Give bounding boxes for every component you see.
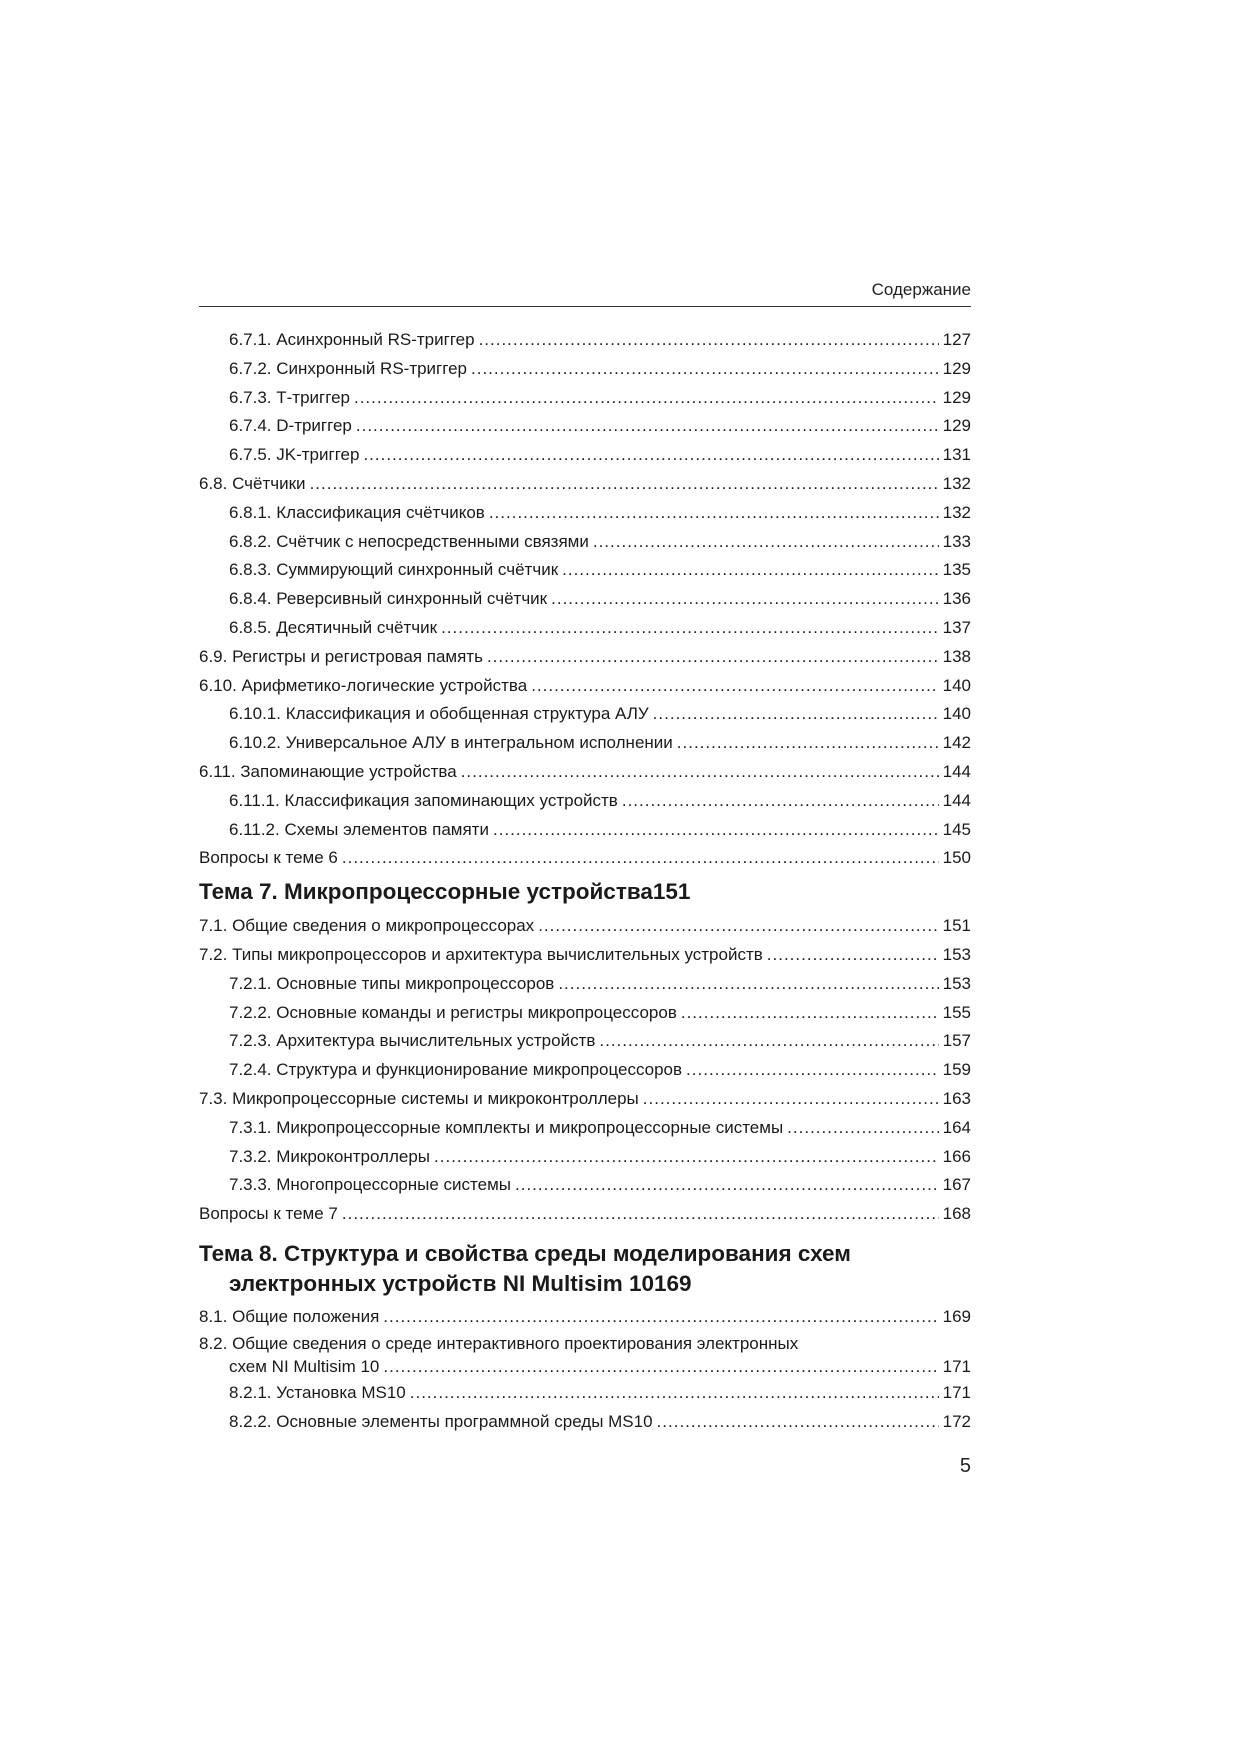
toc-entry-title: 7.1. Общие сведения о микропроцессорах xyxy=(199,916,535,936)
header-rule xyxy=(199,306,971,307)
toc-leader xyxy=(643,1085,939,1114)
toc-page-number: 151 xyxy=(652,879,691,905)
toc-page-number: 129 xyxy=(942,358,971,378)
toc-entry xyxy=(199,844,971,873)
toc-entry-title: 6.10.1. Классификация и обобщенная структура АЛУ xyxy=(229,704,649,724)
toc-page-number: 140 xyxy=(942,675,971,695)
toc-leader xyxy=(562,556,938,585)
toc-page-number: 150 xyxy=(942,848,971,868)
toc-entry-title: 7.2.1. Основные типы микропроцессоров xyxy=(229,973,555,993)
toc-page-number: 131 xyxy=(942,445,971,465)
toc-entry xyxy=(199,499,971,528)
toc-entry xyxy=(199,1408,971,1437)
toc-entry-title: 6.9. Регистры и регистровая память xyxy=(199,646,483,666)
toc-leader xyxy=(479,326,939,355)
toc-entry xyxy=(199,1143,971,1172)
toc-page-number: 153 xyxy=(942,973,971,993)
toc-entry-title: 6.7.1. Асинхронный RS-триггер xyxy=(229,330,475,349)
toc-page-number: 129 xyxy=(942,387,971,407)
toc-entry-title: 6.7.4. D-триггер xyxy=(229,416,352,436)
toc-entry-title: 6.8.4. Реверсивный синхронный счётчик xyxy=(229,589,548,609)
toc-entry xyxy=(199,1200,971,1229)
toc-entry-title: 7.3. Микропроцессорные системы и микроконтроллеры xyxy=(199,1088,639,1108)
toc-page-number: 164 xyxy=(942,1117,971,1137)
toc-leader xyxy=(787,1114,938,1143)
toc-leader xyxy=(531,672,938,701)
toc-leader xyxy=(489,499,939,528)
toc-entry xyxy=(199,355,971,384)
toc-page-number: 138 xyxy=(942,646,971,666)
toc-leader xyxy=(441,614,939,643)
page-number: 5 xyxy=(959,1455,971,1477)
toc-page-number: 135 xyxy=(942,560,971,580)
toc-leader xyxy=(551,585,939,614)
toc-leader xyxy=(461,758,939,787)
toc-leader xyxy=(356,412,939,441)
toc-page-number: 171 xyxy=(942,1382,971,1402)
toc-entry xyxy=(199,816,971,845)
toc-entry xyxy=(199,1379,971,1408)
toc-leader xyxy=(363,441,938,470)
toc-leader xyxy=(342,844,939,873)
toc-entry xyxy=(199,528,971,557)
toc-page-number: 157 xyxy=(942,1031,971,1051)
toc-leader xyxy=(383,1355,938,1379)
toc-page-number: 132 xyxy=(942,473,971,493)
toc-page-number: 169 xyxy=(942,1306,971,1326)
toc-entry-text-line2: схем NI Multisim 10 xyxy=(229,1356,380,1376)
toc-entry xyxy=(199,556,971,585)
toc-theme-title-line1: Тема 8. Структура и свойства среды моделирования схем xyxy=(199,1240,851,1266)
toc-entry xyxy=(199,1027,971,1056)
table-of-contents xyxy=(199,326,971,1436)
toc-entry-title: 6.11.1. Классификация запоминающих устройств xyxy=(229,790,618,810)
toc-leader xyxy=(342,1200,939,1229)
toc-entry-8-2 xyxy=(199,1332,971,1379)
toc-page-number: 171 xyxy=(942,1356,971,1376)
toc-leader xyxy=(599,1027,938,1056)
toc-entry xyxy=(199,326,971,355)
toc-leader xyxy=(767,941,939,970)
toc-entry xyxy=(199,1303,971,1332)
toc-entry xyxy=(199,585,971,614)
toc-group-theme8-sub xyxy=(199,1379,971,1437)
toc-leader xyxy=(657,1408,939,1437)
toc-entry-title: 7.2. Типы микропроцессоров и архитектура вычислительных устройств xyxy=(199,944,763,964)
toc-entry-title: Вопросы к теме 6 xyxy=(199,848,338,868)
toc-page-number: 133 xyxy=(942,531,971,551)
toc-entry-title: 7.3.3. Многопроцессорные системы xyxy=(229,1175,511,1195)
toc-page-number: 163 xyxy=(942,1088,971,1108)
toc-entry xyxy=(199,912,971,941)
toc-leader xyxy=(310,470,939,499)
toc-entry-title: 8.2.2. Основные элементы программной среды MS10 xyxy=(229,1411,653,1431)
toc-entry-title: 7.2.2. Основные команды и регистры микропроцессоров xyxy=(229,1002,677,1022)
toc-page-number: 142 xyxy=(942,733,971,753)
toc-group-theme8 xyxy=(199,1303,971,1332)
toc-page-number: 169 xyxy=(654,1270,692,1296)
toc-group-theme6 xyxy=(199,326,971,873)
toc-page-number: 168 xyxy=(942,1204,971,1224)
toc-entry-title: 6.11. Запоминающие устройства xyxy=(199,761,457,781)
toc-entry xyxy=(199,470,971,499)
toc-entry xyxy=(199,441,971,470)
toc-entry xyxy=(199,941,971,970)
toc-entry-title: Вопросы к теме 7 xyxy=(199,1204,338,1224)
toc-entry xyxy=(199,412,971,441)
toc-page-number: 144 xyxy=(942,790,971,810)
toc-entry-title: 6.7.2. Синхронный RS-триггер xyxy=(229,358,467,378)
toc-entry xyxy=(199,729,971,758)
toc-leader xyxy=(487,643,939,672)
toc-entry-title: 6.8.1. Классификация счётчиков xyxy=(229,502,485,522)
toc-leader xyxy=(410,1379,939,1408)
running-title: Содержание xyxy=(871,280,971,299)
toc-leader xyxy=(686,1056,939,1085)
toc-leader xyxy=(653,700,939,729)
toc-leader xyxy=(681,999,939,1028)
toc-entry-title: 6.11.2. Схемы элементов памяти xyxy=(229,819,489,839)
toc-page-number: 144 xyxy=(942,761,971,781)
toc-entry-title: 6.8. Счётчики xyxy=(199,473,306,493)
toc-leader xyxy=(558,970,938,999)
toc-page-number: 127 xyxy=(942,330,971,349)
toc-entry-title: 7.3.1. Микропроцессорные комплекты и микропроцессорные системы xyxy=(229,1117,784,1137)
toc-entry xyxy=(199,999,971,1028)
toc-entry xyxy=(199,970,971,999)
toc-page-number: 167 xyxy=(942,1175,971,1195)
toc-leader xyxy=(354,384,939,413)
toc-entry-title: 8.2.1. Установка MS10 xyxy=(229,1382,406,1402)
toc-entry xyxy=(199,614,971,643)
toc-page-number: 140 xyxy=(942,704,971,724)
toc-entry xyxy=(199,643,971,672)
toc-page-number: 132 xyxy=(942,502,971,522)
toc-entry-title: 6.8.5. Десятичный счётчик xyxy=(229,617,438,637)
toc-entry-title: 6.10.2. Универсальное АЛУ в интегральном исполнении xyxy=(229,733,673,753)
toc-entry-title: 7.2.4. Структура и функционирование микропроцессоров xyxy=(229,1060,683,1080)
toc-group-theme7 xyxy=(199,912,971,1229)
toc-theme-title-line2-row xyxy=(199,1269,971,1299)
toc-entry-title: 6.10. Арифметико-логические устройства xyxy=(199,675,528,695)
toc-theme-8 xyxy=(199,1239,971,1299)
toc-entry-title: 6.7.5. JK-триггер xyxy=(229,445,360,465)
toc-entry xyxy=(199,1114,971,1143)
toc-entry-title: 8.1. Общие положения xyxy=(199,1306,380,1326)
toc-entry xyxy=(199,384,971,413)
toc-entry xyxy=(199,787,971,816)
toc-page-number: 137 xyxy=(942,617,971,637)
toc-leader xyxy=(471,355,939,384)
toc-theme-title-line2: электронных устройств NI Multisim 10 xyxy=(229,1270,655,1296)
toc-entry-continuation xyxy=(199,1355,971,1379)
toc-leader xyxy=(434,1143,939,1172)
toc-page-number: 151 xyxy=(942,916,971,936)
toc-theme-title: Тема 7. Микропроцессорные устройства xyxy=(199,879,653,905)
toc-leader xyxy=(383,1303,938,1332)
toc-leader xyxy=(493,816,939,845)
toc-page-number: 145 xyxy=(942,819,971,839)
toc-entry-title: 6.8.3. Суммирующий синхронный счётчик xyxy=(229,560,559,580)
toc-page-number: 136 xyxy=(942,589,971,609)
toc-page-number: 166 xyxy=(942,1146,971,1166)
toc-page-number: 159 xyxy=(942,1060,971,1080)
toc-entry-title: 7.3.2. Микроконтроллеры xyxy=(229,1146,431,1166)
toc-leader xyxy=(622,787,939,816)
toc-entry-title: 7.2.3. Архитектура вычислительных устройств xyxy=(229,1031,596,1051)
toc-entry xyxy=(199,1056,971,1085)
toc-entry-text-line1: 8.2. Общие сведения о среде интерактивного проектирования электронных xyxy=(199,1333,799,1353)
toc-page-number: 129 xyxy=(942,416,971,436)
toc-leader xyxy=(538,912,938,941)
toc-theme-7 xyxy=(199,874,971,910)
toc-entry-title: 6.8.2. Счётчик с непосредственными связями xyxy=(229,531,589,551)
toc-page-number: 153 xyxy=(942,944,971,964)
toc-leader xyxy=(515,1171,939,1200)
toc-entry-title: 6.7.3. Т-триггер xyxy=(229,387,350,407)
toc-leader xyxy=(593,528,939,557)
toc-entry xyxy=(199,758,971,787)
toc-entry xyxy=(199,1171,971,1200)
toc-page-number: 155 xyxy=(942,1002,971,1022)
toc-entry xyxy=(199,672,971,701)
toc-page-number: 172 xyxy=(942,1411,971,1431)
toc-entry xyxy=(199,700,971,729)
toc-entry xyxy=(199,1085,971,1114)
toc-leader xyxy=(677,729,939,758)
